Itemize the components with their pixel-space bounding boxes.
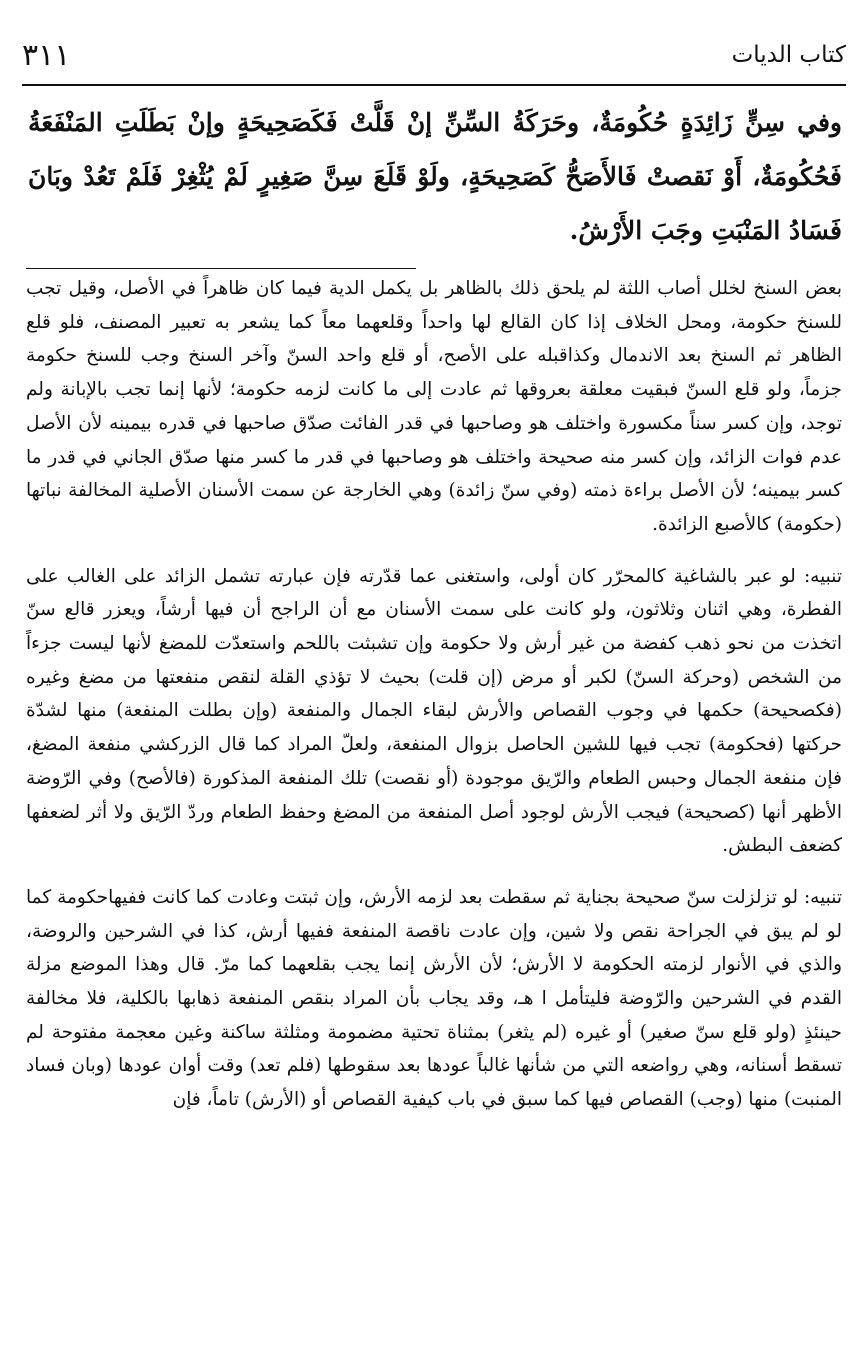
page-number: ٣١١ <box>22 38 71 73</box>
book-title: كتاب الديات <box>731 42 846 68</box>
commentary-paragraph: تنبيه: لو تزلزلت سنّ صحيحة بجناية ثم سقطت بعد لزمه الأرش، وإن ثبتت وعادت كما كانت ففيهاحكومة كما لو لم يبق في الجراحة نقص ولا شين، وإن عادت ناقصة المنفعة ففيها أرش، كذا في الشرحين والروضة، والذي في الأنوار لزمته الحكومة لا الأرش؛ لأن الأرش إنما يجب بقلعهما كما مرّ. قال وهذا الموضع مزلة القدم في الشرحين والرّوضة فليتأمل ا هـ، وقد يجاب بأن المراد بنقص المنفعة ذهابها بالكلية، فلا مخالفة حينئذٍ (ولو قلع سنّ صغير) أو غيره (لم يثغر) بمثناة تحتية مضمومة ومثلثة ساكنة وغين معجمة مفتوحة لم تسقط أسنانه، وهي رواضعه التي من شأنها غالباً عودها بعد سقوطها (فلم تعد) وقت أوان عودها (وبان فساد المنبت) منها (وجب) القصاص فيها كما سبق في باب كيفية القصاص أو (الأرش) تاماً، فإن <box>26 886 842 1111</box>
commentary-paragraph: تنبيه: لو عبر بالشاغية كالمحرّر كان أولى، واستغنى عما قدّرته فإن عبارته تشمل الزائد على الغالب على الفطرة، وهي اثنان وثلاثون، ولو كانت على سمت الأسنان مع أن الراجح أن فيها أرشاً، ويعزر قالع سنّ اتخذت من نحو ذهب كفضة من غير أرش ولا حكومة وإن تشبثت باللحم واستعدّت للمضغ لأنها ليست جزءاً من الشخص (وحركة السنّ) لكبر أو مرض (إن قلت) بحيث لا تؤذي القلة لنقص منفعتها من مضغ وغيره (فكصحيحة) حكمها في وجوب القصاص والأرش لبقاء الجمال والمنفعة (وإن بطلت المنفعة) منها لشدّة حركتها (فحكومة) تجب فيها للشين الحاصل بزوال المنفعة، ولعلّ المراد كما قال الزركشي منفعة المضغ، فإن منفعة الجمال وحبس الطعام والرّيق موجودة (أو نقصت) تلك المنفعة المذكورة (فالأصح) وفي الرّوضة الأظهر أنها (كصحيحة) فيجب الأرش لوجود أصل المنفعة من المضغ وحفظ الطعام وردّ الرّيق ولا أثر لضعفها كضعف البطش. <box>26 565 842 857</box>
main-text: وفي سِنٍّ زَائِدَةٍ حُكُومَةٌ، وحَرَكَةُ السِّنِّ إنْ قَلَّتْ فَكَصَحِيحَةٍ وإنْ بَطَلَتِ المَنْفَعَةُ فَحُكُومَةٌ، أَوْ نَقصتْ فَالأَصَحُّ كَصَحِيحَةٍ، ولَوْ قَلَعَ سِنَّ صَغِيرٍ لَمْ يُثْغِرْ فَلَمْ تَعُدْ وبَانَ فَسَادُ المَنْبَتِ وجَبَ الأَرْشُ. <box>28 108 842 245</box>
commentary-paragraph: بعض السنخ لخلل أصاب اللثة لم يلحق ذلك بالظاهر بل يكمل الدية فيما كان ظاهراً في الأصل، وقيل تجب للسنخ حكومة، ومحل الخلاف إذا كان القالع لها واحداً وقلعهما معاً كما يشعر به تعبير المصنف، فلو قلع الظاهر ثم السنخ بعد الاندمال وكذاقبله على الأصح، أو قلع واحد السنّ وآخر السنخ وجب للسنخ حكومة جزماً، ولو قلع السنّ فبقيت معلقة بعروقها ثم عادت إلى ما كانت لزمه حكومة؛ لأنها إنما تجب بالإبانة ولم توجد، وإن كسر سناً مكسورة واختلف هو وصاحبها في قدر الفائت صدّق صاحبها في قدره بيمينه لأن الأصل عدم فوات الزائد، وإن كسر منه صحيحة واختلف هو وصاحبها في قدر ما كسر منها صدّق الجاني في قدر ما كسر بيمينه؛ لأن الأصل براءة ذمته (وفي سنّ زائدة) وهي الخارجة عن سمت الأسنان الأصلية المخالفة نباتها (حكومة) كالأصبع الزائدة. <box>26 278 842 535</box>
page-header <box>22 28 846 84</box>
text-divider <box>26 268 416 269</box>
commentary <box>26 272 842 1117</box>
header-divider <box>22 84 846 86</box>
